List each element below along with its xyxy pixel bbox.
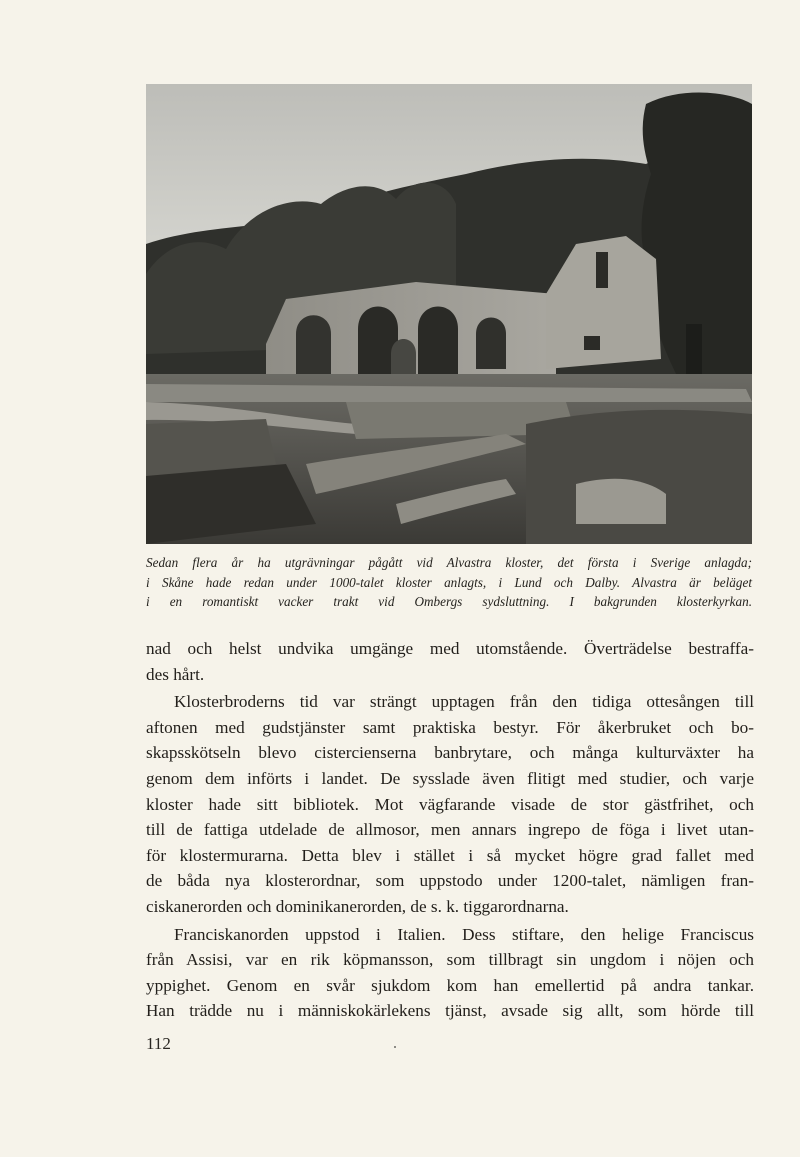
page-number: 112 <box>146 1034 171 1053</box>
text-line: Franciskanorden uppstod i Italien. Dess stiftare, den helige Franciscus <box>174 924 754 944</box>
photo-caption <box>146 553 752 612</box>
text-line: aftonen med gudstjänster samt praktiska bestyr. För åkerbruket och bo- <box>146 717 754 737</box>
text-line: kloster hade sitt bibliotek. Mot vägfarande visade de stor gästfrihet, och <box>146 794 754 814</box>
paragraph <box>146 922 754 1024</box>
text-line: ciskanerorden och dominikanerorden, de s. k. tiggarordnarna. <box>146 896 569 916</box>
print-speck <box>394 1046 396 1048</box>
text-line: genom dem införts i landet. De sysslade även flitigt med studier, och varje <box>146 768 754 788</box>
caption-line: i Skåne hade redan under 1000-talet kloster anlagts, i Lund och Dalby. Alvastra är beläget <box>146 574 752 590</box>
photo-illustration <box>146 84 752 544</box>
body-text <box>146 636 754 1026</box>
text-line: för klostermurarna. Detta blev i stället i så mycket högre grad fallet med <box>146 845 754 865</box>
text-line: de båda nya klosterordnar, som uppstodo under 1200-talet, nämligen fran- <box>146 871 754 891</box>
paragraph <box>146 689 754 919</box>
ruins-photograph <box>146 84 752 544</box>
text-line: nad och helst undvika umgänge med utomstående. Överträdelse bestraffa- <box>146 639 754 658</box>
text-line: skapsskötseln blevo cistercienserna banbrytare, och många kulturväxter ha <box>146 743 754 763</box>
caption-line: i en romantiskt vacker trakt vid Ombergs sydsluttning. I bakgrunden klosterkyrkan. <box>146 594 752 610</box>
text-line: till de fattiga utdelade de allmosor, men annars ingrepo de föga i livet utan- <box>146 820 754 840</box>
text-line: från Assisi, var en rik köpmansson, som tillbragt sin ungdom i nöjen och <box>146 950 754 970</box>
text-line: yppighet. Genom en svår sjukdom kom han emellertid på andra tankar. <box>146 975 754 995</box>
caption-line: Sedan flera år ha utgrävningar pågått vid Alvastra kloster, det första i Sverige anlagda; <box>146 555 752 570</box>
text-line: Han trädde nu i människokärlekens tjänst, avsade sig allt, som hörde till <box>146 1001 754 1021</box>
text-line: Klosterbroderns tid var strängt upptagen från den tidiga ottesången till <box>174 692 754 712</box>
paragraph <box>146 636 754 687</box>
text-line: des hårt. <box>146 664 205 684</box>
